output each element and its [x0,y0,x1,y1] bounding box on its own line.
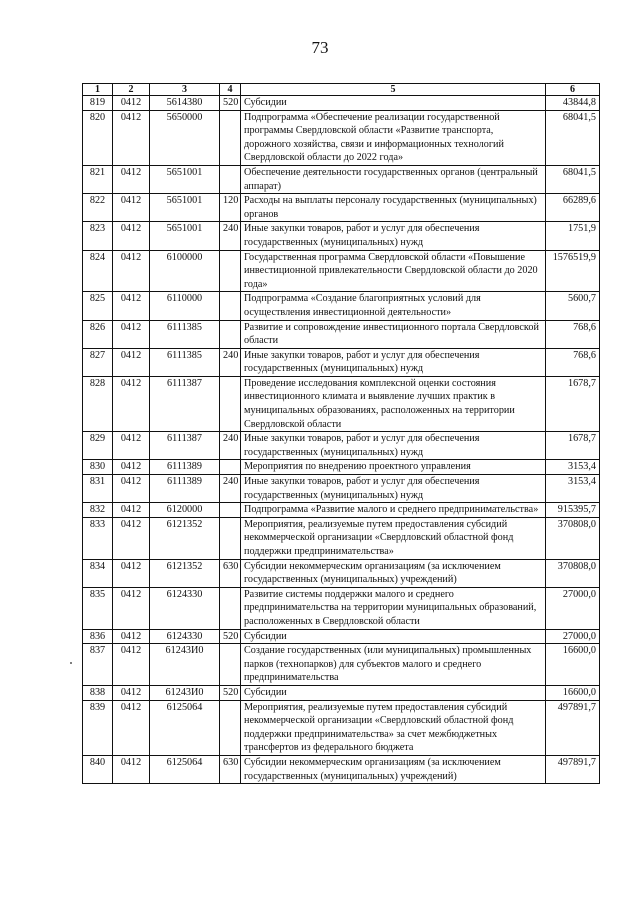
table-row [83,432,600,460]
table-row [83,222,600,250]
section-code-cell: 0412 [113,559,150,587]
amount-cell: 497891,7 [546,755,600,783]
amount-cell: 370808,0 [546,559,600,587]
item-name-cell: Мероприятия, реализуемые путем предоставления субсидий некоммерческой организации «Свердловский областной фонд поддержки предпринимательства» [241,517,546,559]
table-row [83,755,600,783]
item-name-cell: Субсидии [241,685,546,700]
item-name-cell: Иные закупки товаров, работ и услуг для обеспечения государственных (муниципальных) нужд [241,222,546,250]
expense-type-cell [220,250,241,292]
row-number-cell: 828 [83,376,113,431]
target-article-cell: 6111387 [150,376,220,431]
target-article-cell: 6110000 [150,292,220,320]
target-article-cell: 6125064 [150,700,220,755]
header-cell-2: 2 [113,84,150,96]
section-code-cell: 0412 [113,292,150,320]
item-name-cell: Проведение исследования комплексной оценки состояния инвестиционного климата и выявление лучших практик в муниципальных образованиях, расположенных на территории Свердловской области [241,376,546,431]
table-row [83,517,600,559]
row-number-cell: 834 [83,559,113,587]
section-code-cell: 0412 [113,165,150,193]
amount-cell: 768,6 [546,320,600,348]
row-number-cell: 832 [83,503,113,518]
amount-cell: 27000,0 [546,587,600,629]
table-row [83,587,600,629]
item-name-cell: Подпрограмма «Развитие малого и среднего предпринимательства» [241,503,546,518]
header-row [83,84,600,96]
section-code-cell: 0412 [113,475,150,503]
row-number-cell: 838 [83,685,113,700]
section-code-cell: 0412 [113,376,150,431]
expense-type-cell [220,320,241,348]
target-article-cell: 6124330 [150,587,220,629]
row-number-cell: 836 [83,629,113,644]
item-name-cell: Развитие системы поддержки малого и среднего предпринимательства на территории муниципальных образований, расположенных в Свердловской области [241,587,546,629]
amount-cell: 3153,4 [546,460,600,475]
section-code-cell: 0412 [113,222,150,250]
section-code-cell: 0412 [113,629,150,644]
page-number: 73 [311,38,329,57]
section-code-cell: 0412 [113,320,150,348]
table-row [83,475,600,503]
item-name-cell: Мероприятия по внедрению проектного управления [241,460,546,475]
item-name-cell: Подпрограмма «Создание благоприятных условий для осуществления инвестиционной деятельности» [241,292,546,320]
table-body [83,96,600,784]
target-article-cell: 6120000 [150,503,220,518]
item-name-cell: Субсидии некоммерческим организациям (за исключением государственных (муниципальных) учреждений) [241,559,546,587]
amount-cell: 497891,7 [546,700,600,755]
row-number-cell: 820 [83,110,113,165]
amount-cell: 768,6 [546,348,600,376]
amount-cell: 1678,7 [546,432,600,460]
row-number-cell: 821 [83,165,113,193]
table-row [83,685,600,700]
header-cell-1: 1 [83,84,113,96]
amount-cell: 66289,6 [546,194,600,222]
amount-cell: 16600,0 [546,644,600,686]
table-row [83,165,600,193]
target-article-cell: 5651001 [150,194,220,222]
section-code-cell: 0412 [113,96,150,111]
target-article-cell: 6125064 [150,755,220,783]
row-number-cell: 835 [83,587,113,629]
section-code-cell: 0412 [113,700,150,755]
target-article-cell: 5650000 [150,110,220,165]
expense-type-cell [220,165,241,193]
table-row [83,700,600,755]
section-code-cell: 0412 [113,194,150,222]
amount-cell: 5600,7 [546,292,600,320]
table-row [83,460,600,475]
amount-cell: 16600,0 [546,685,600,700]
amount-cell: 1751,9 [546,222,600,250]
expense-type-cell [220,700,241,755]
row-number-cell: 826 [83,320,113,348]
expense-type-cell [220,460,241,475]
item-name-cell: Иные закупки товаров, работ и услуг для обеспечения государственных (муниципальных) нужд [241,348,546,376]
row-number-cell: 837 [83,644,113,686]
table-row [83,110,600,165]
expense-type-cell: 520 [220,629,241,644]
table-row [83,629,600,644]
table-row [83,250,600,292]
item-name-cell: Мероприятия, реализуемые путем предоставления субсидий некоммерческой организации «Свердловский областной фонд поддержки предпринимательства» за счет межбюджетных трансфертов из федерального бюджета [241,700,546,755]
row-number-cell: 830 [83,460,113,475]
table-row [83,96,600,111]
target-article-cell: 61243И0 [150,685,220,700]
target-article-cell: 6111389 [150,475,220,503]
item-name-cell: Создание государственных (или муниципальных) промышленных парков (технопарков) для субъектов малого и среднего предпринимательства [241,644,546,686]
amount-cell: 1576519,9 [546,250,600,292]
section-code-cell: 0412 [113,503,150,518]
expense-type-cell: 520 [220,685,241,700]
target-article-cell: 6111385 [150,320,220,348]
budget-table [82,83,600,784]
header-cell-4: 4 [220,84,241,96]
section-code-cell: 0412 [113,250,150,292]
item-name-cell: Иные закупки товаров, работ и услуг для обеспечения государственных (муниципальных) нужд [241,475,546,503]
section-code-cell: 0412 [113,110,150,165]
amount-cell: 370808,0 [546,517,600,559]
item-name-cell: Субсидии [241,96,546,111]
expense-type-cell: 240 [220,432,241,460]
table-row [83,559,600,587]
expense-type-cell: 630 [220,755,241,783]
expense-type-cell [220,644,241,686]
target-article-cell: 5651001 [150,165,220,193]
row-number-cell: 839 [83,700,113,755]
item-name-cell: Расходы на выплаты персоналу государственных (муниципальных) органов [241,194,546,222]
table-row [83,194,600,222]
item-name-cell: Субсидии [241,629,546,644]
target-article-cell: 6121352 [150,517,220,559]
target-article-cell: 6111389 [150,460,220,475]
table-row [83,503,600,518]
item-name-cell: Субсидии некоммерческим организациям (за исключением государственных (муниципальных) учреждений) [241,755,546,783]
row-number-cell: 829 [83,432,113,460]
item-name-cell: Развитие и сопровождение инвестиционного портала Свердловской области [241,320,546,348]
row-number-cell: 819 [83,96,113,111]
row-number-cell: 831 [83,475,113,503]
expense-type-cell: 240 [220,222,241,250]
row-number-cell: 827 [83,348,113,376]
section-code-cell: 0412 [113,685,150,700]
margin-speck [70,662,72,664]
expense-type-cell: 630 [220,559,241,587]
amount-cell: 915395,7 [546,503,600,518]
target-article-cell: 6111387 [150,432,220,460]
expense-type-cell [220,110,241,165]
table-row [83,376,600,431]
amount-cell: 1678,7 [546,376,600,431]
header-cell-3: 3 [150,84,220,96]
row-number-cell: 823 [83,222,113,250]
section-code-cell: 0412 [113,348,150,376]
target-article-cell: 6100000 [150,250,220,292]
expense-type-cell [220,517,241,559]
table-row [83,348,600,376]
expense-type-cell [220,503,241,518]
item-name-cell: Подпрограмма «Обеспечение реализации государственной программы Свердловской области «Развитие транспорта, дорожного хозяйства, связи и информационных технологий Свердловской области до 2022 года» [241,110,546,165]
header-cell-5: 5 [241,84,546,96]
target-article-cell: 6111385 [150,348,220,376]
target-article-cell: 5651001 [150,222,220,250]
section-code-cell: 0412 [113,432,150,460]
expense-type-cell: 240 [220,475,241,503]
target-article-cell: 61243И0 [150,644,220,686]
expense-type-cell: 120 [220,194,241,222]
table-row [83,644,600,686]
amount-cell: 68041,5 [546,110,600,165]
item-name-cell: Обеспечение деятельности государственных органов (центральный аппарат) [241,165,546,193]
amount-cell: 27000,0 [546,629,600,644]
row-number-cell: 840 [83,755,113,783]
section-code-cell: 0412 [113,755,150,783]
target-article-cell: 6121352 [150,559,220,587]
section-code-cell: 0412 [113,644,150,686]
table-header [83,84,600,96]
section-code-cell: 0412 [113,517,150,559]
header-cell-6: 6 [546,84,600,96]
section-code-cell: 0412 [113,587,150,629]
amount-cell: 3153,4 [546,475,600,503]
target-article-cell: 5614380 [150,96,220,111]
expense-type-cell [220,587,241,629]
item-name-cell: Иные закупки товаров, работ и услуг для обеспечения государственных (муниципальных) нужд [241,432,546,460]
table-row [83,320,600,348]
row-number-cell: 833 [83,517,113,559]
target-article-cell: 6124330 [150,629,220,644]
row-number-cell: 824 [83,250,113,292]
item-name-cell: Государственная программа Свердловской области «Повышение инвестиционной привлекательности Свердловской области до 2020 года» [241,250,546,292]
table-row [83,292,600,320]
amount-cell: 68041,5 [546,165,600,193]
section-code-cell: 0412 [113,460,150,475]
row-number-cell: 822 [83,194,113,222]
expense-type-cell [220,376,241,431]
expense-type-cell: 240 [220,348,241,376]
expense-type-cell: 520 [220,96,241,111]
expense-type-cell [220,292,241,320]
row-number-cell: 825 [83,292,113,320]
amount-cell: 43844,8 [546,96,600,111]
